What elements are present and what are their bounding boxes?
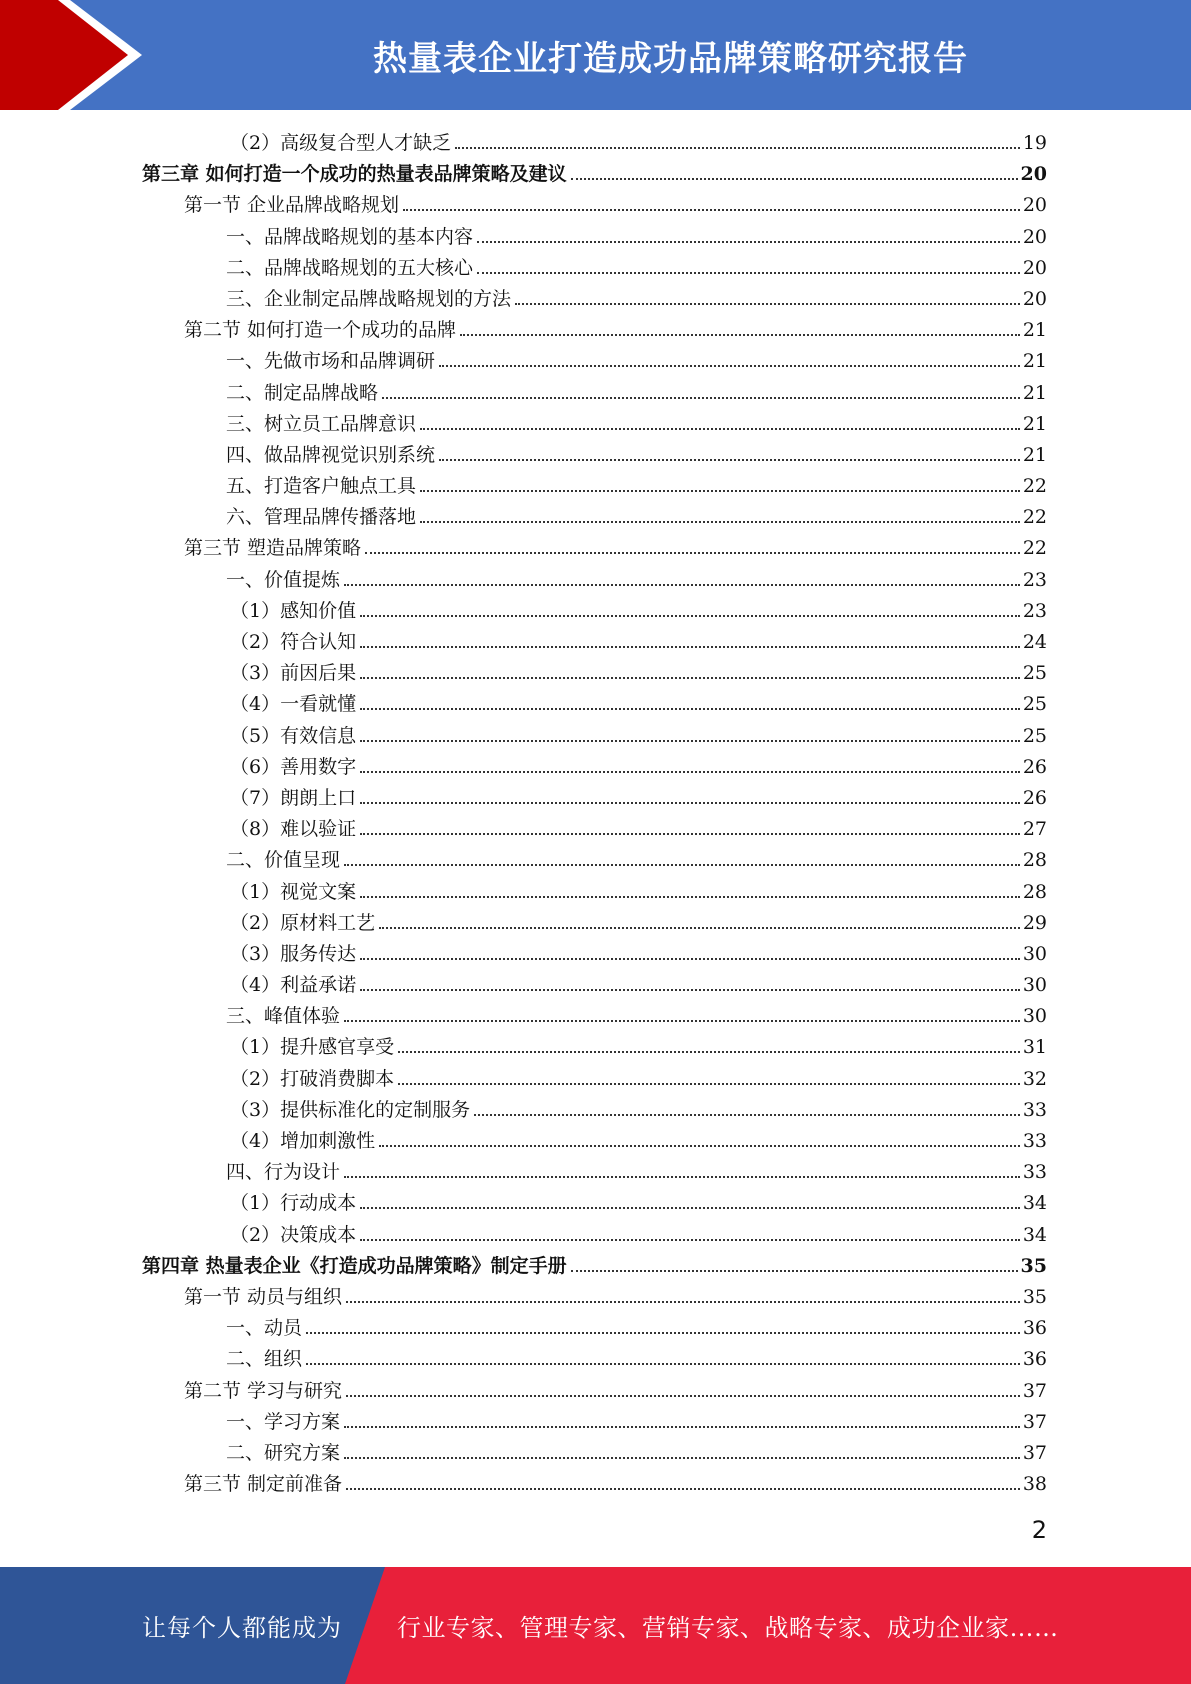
- toc-entry-page: 37: [1022, 1441, 1047, 1464]
- toc-entry[interactable]: [142, 1376, 1047, 1407]
- footer-slogan-left: 让每个人都能成为: [142, 1614, 342, 1642]
- toc-entry-page: 22: [1022, 537, 1047, 560]
- toc-entry-title: （2）决策成本: [230, 1223, 357, 1246]
- toc-entry-page: 28: [1022, 880, 1047, 903]
- toc-dot-leader: [360, 802, 1020, 804]
- toc-entry-page: 23: [1022, 599, 1047, 622]
- toc-entry-page: 34: [1022, 1223, 1047, 1246]
- toc-entry-title: 第一节 企业品牌战略规划: [184, 194, 400, 217]
- toc-dot-leader: [398, 1051, 1020, 1053]
- toc-dot-leader: [455, 147, 1020, 149]
- toc-entry-page: 27: [1022, 818, 1047, 841]
- toc-entry-title: （3）前因后果: [230, 662, 357, 685]
- toc-entry-page: 20: [1022, 287, 1047, 310]
- toc-entry-title: （2）原材料工艺: [230, 911, 376, 934]
- toc-dot-leader: [306, 1363, 1020, 1365]
- toc-entry-page: 25: [1022, 662, 1047, 685]
- toc-entry[interactable]: [142, 1095, 1047, 1126]
- toc-dot-leader: [360, 615, 1020, 617]
- toc-entry[interactable]: [142, 159, 1047, 190]
- toc-entry-title: 一、品牌战略规划的基本内容: [226, 225, 474, 248]
- toc-dot-leader: [360, 771, 1020, 773]
- toc-entry[interactable]: [142, 128, 1047, 159]
- toc-entry[interactable]: [142, 253, 1047, 284]
- toc-entry-title: 二、品牌战略规划的五大核心: [226, 256, 474, 279]
- toc-entry[interactable]: [142, 346, 1047, 377]
- document-title: 热量表企业打造成功品牌策略研究报告: [373, 38, 968, 79]
- toc-entry-page: 36: [1022, 1317, 1047, 1340]
- footer-slogan-right: 行业专家、管理专家、营销专家、战略专家、成功企业家……: [397, 1614, 1059, 1642]
- toc-dot-leader: [571, 1270, 1018, 1272]
- toc-dot-leader: [344, 1176, 1020, 1178]
- toc-entry-title: （1）行动成本: [230, 1192, 357, 1215]
- toc-entry[interactable]: [142, 596, 1047, 627]
- toc-entry-title: 一、先做市场和品牌调研: [226, 350, 436, 373]
- toc-entry-page: 22: [1022, 475, 1047, 498]
- toc-entry-page: 29: [1022, 911, 1047, 934]
- toc-entry[interactable]: [142, 721, 1047, 752]
- toc-entry-title: （4）增加刺激性: [230, 1130, 376, 1152]
- toc-entry-title: （1）感知价值: [230, 599, 357, 622]
- toc-entry-title: 第一节 动员与组织: [184, 1285, 343, 1308]
- toc-entry-title: （1）提升感官享受: [230, 1036, 395, 1059]
- toc-entry-title: 一、动员: [226, 1317, 303, 1340]
- toc-dot-leader: [398, 1083, 1020, 1085]
- footer-banner: [0, 1567, 1191, 1684]
- toc-entry[interactable]: [142, 814, 1047, 845]
- toc-dot-leader: [360, 708, 1020, 710]
- toc-entry[interactable]: [142, 1188, 1047, 1219]
- toc-entry-page: 21: [1022, 319, 1047, 342]
- toc-dot-leader: [420, 490, 1020, 492]
- toc-dot-leader: [360, 1239, 1020, 1241]
- toc-entry[interactable]: [142, 1001, 1047, 1032]
- toc-entry-title: （4）一看就懂: [230, 693, 357, 716]
- toc-dot-leader: [420, 428, 1020, 430]
- toc-entry-page: 38: [1022, 1473, 1047, 1496]
- toc-dot-leader: [346, 1488, 1020, 1490]
- toc-entry-page: 20: [1022, 225, 1047, 248]
- toc-entry-title: （7）朗朗上口: [230, 786, 357, 809]
- toc-dot-leader: [477, 241, 1020, 243]
- toc-entry-title: （3）提供标准化的定制服务: [230, 1098, 471, 1121]
- toc-entry-page: 20: [1022, 256, 1047, 279]
- toc-entry-page: 28: [1022, 849, 1047, 872]
- toc-entry[interactable]: [142, 378, 1047, 409]
- toc-entry-title: 三、企业制定品牌战略规划的方法: [226, 287, 512, 310]
- toc-entry-page: 36: [1022, 1348, 1047, 1371]
- toc-dot-leader: [379, 1145, 1020, 1147]
- toc-entry[interactable]: [142, 1407, 1047, 1438]
- toc-entry-title: 第三节 塑造品牌策略: [184, 537, 362, 560]
- toc-entry-page: 33: [1022, 1161, 1047, 1184]
- toc-entry[interactable]: [142, 1313, 1047, 1344]
- toc-entry[interactable]: [142, 1032, 1047, 1063]
- toc-entry-title: 四、行为设计: [226, 1161, 341, 1184]
- toc-dot-leader: [379, 927, 1020, 929]
- toc-entry-page: 23: [1022, 568, 1047, 591]
- toc-entry[interactable]: [142, 1344, 1047, 1375]
- toc-dot-leader: [360, 896, 1020, 898]
- toc-entry-title: （3）服务传达: [230, 942, 357, 965]
- toc-entry[interactable]: [142, 533, 1047, 564]
- toc-entry[interactable]: [142, 1064, 1047, 1095]
- toc-entry-title: 第四章 热量表企业《打造成功品牌策略》制定手册: [142, 1254, 567, 1277]
- toc-entry-page: 21: [1022, 412, 1047, 435]
- toc-entry[interactable]: [142, 222, 1047, 253]
- toc-entry[interactable]: [142, 658, 1047, 689]
- toc-entry[interactable]: [142, 284, 1047, 315]
- header-banner: [0, 0, 1191, 110]
- toc-entry-title: 第二节 如何打造一个成功的品牌: [184, 319, 457, 342]
- toc-entry-title: 二、价值呈现: [226, 849, 341, 872]
- toc-entry[interactable]: [142, 1251, 1047, 1282]
- toc-entry-page: 35: [1020, 1254, 1047, 1277]
- toc-entry[interactable]: [142, 627, 1047, 658]
- toc-entry[interactable]: [142, 565, 1047, 596]
- toc-entry-title: 第二节 学习与研究: [184, 1379, 343, 1402]
- toc-dot-leader: [360, 989, 1020, 991]
- toc-entry[interactable]: [142, 689, 1047, 720]
- toc-entry-title: 三、树立员工品牌意识: [226, 412, 417, 435]
- toc-entry[interactable]: [142, 502, 1047, 533]
- toc-entry-page: 22: [1022, 506, 1047, 529]
- toc-entry-title: 三、峰值体验: [226, 1005, 341, 1028]
- toc-entry-page: 25: [1022, 724, 1047, 747]
- toc-dot-leader: [439, 459, 1020, 461]
- toc-entry-page: 21: [1022, 350, 1047, 373]
- toc-dot-leader: [515, 303, 1020, 305]
- toc-entry-title: （2）打破消费脚本: [230, 1067, 395, 1090]
- toc-entry[interactable]: [142, 845, 1047, 876]
- toc-entry-page: 30: [1022, 1005, 1047, 1028]
- toc-entry-title: （2）高级复合型人才缺乏: [230, 132, 452, 154]
- toc-entry-title: 五、打造客户触点工具: [226, 475, 417, 498]
- toc-entry-title: 二、制定品牌战略: [226, 381, 379, 404]
- toc-dot-leader: [420, 521, 1020, 523]
- toc-dot-leader: [360, 833, 1020, 835]
- toc-dot-leader: [344, 864, 1020, 866]
- toc-entry-page: 21: [1022, 381, 1047, 404]
- toc-entry-title: （6）善用数字: [230, 755, 357, 778]
- toc-entry-title: 第三节 制定前准备: [184, 1473, 343, 1496]
- toc-dot-leader: [360, 1207, 1020, 1209]
- toc-dot-leader: [477, 272, 1020, 274]
- toc-dot-leader: [403, 209, 1020, 211]
- toc-dot-leader: [474, 1114, 1020, 1116]
- toc-dot-leader: [346, 1301, 1020, 1303]
- toc-entry-page: 35: [1022, 1285, 1047, 1308]
- toc-dot-leader: [306, 1332, 1020, 1334]
- toc-entry[interactable]: [142, 1282, 1047, 1313]
- toc-dot-leader: [360, 958, 1020, 960]
- toc-entry-title: （1）视觉文案: [230, 880, 357, 903]
- toc-dot-leader: [344, 584, 1020, 586]
- toc-entry-page: 30: [1022, 974, 1047, 997]
- toc-dot-leader: [344, 1020, 1020, 1022]
- toc-entry-page: 31: [1022, 1036, 1047, 1059]
- toc-entry[interactable]: [142, 1126, 1047, 1157]
- page-number: 2: [1031, 1516, 1047, 1544]
- toc-entry-page: 37: [1022, 1410, 1047, 1433]
- toc-entry-title: （5）有效信息: [230, 724, 357, 747]
- header-arrow-decoration: [0, 0, 160, 110]
- toc-entry-page: 25: [1022, 693, 1047, 716]
- toc-dot-leader: [360, 646, 1020, 648]
- toc-dot-leader: [439, 365, 1020, 367]
- toc-entry[interactable]: [142, 315, 1047, 346]
- toc-entry-title: 二、组织: [226, 1348, 303, 1371]
- toc-entry-page: 19: [1022, 132, 1047, 154]
- toc-entry[interactable]: [142, 440, 1047, 471]
- table-of-contents: [142, 128, 1047, 1500]
- toc-entry-title: 四、做品牌视觉识别系统: [226, 443, 436, 466]
- toc-entry[interactable]: [142, 970, 1047, 1001]
- toc-entry-title: （2）符合认知: [230, 631, 357, 653]
- toc-dot-leader: [360, 740, 1020, 742]
- toc-dot-leader: [344, 1457, 1020, 1459]
- toc-entry[interactable]: [142, 752, 1047, 783]
- toc-entry[interactable]: [142, 1220, 1047, 1251]
- toc-entry-title: （4）利益承诺: [230, 974, 357, 997]
- toc-entry-page: 33: [1022, 1098, 1047, 1121]
- toc-dot-leader: [344, 1426, 1020, 1428]
- toc-dot-leader: [460, 334, 1020, 336]
- toc-entry[interactable]: [142, 471, 1047, 502]
- toc-entry-title: 一、价值提炼: [226, 568, 341, 591]
- toc-dot-leader: [571, 178, 1018, 180]
- toc-entry-page: 20: [1022, 194, 1047, 217]
- toc-entry-title: （8）难以验证: [230, 818, 357, 841]
- toc-entry[interactable]: [142, 939, 1047, 970]
- toc-entry[interactable]: [142, 190, 1047, 221]
- toc-entry[interactable]: [142, 908, 1047, 939]
- toc-entry-title: 第三章 如何打造一个成功的热量表品牌策略及建议: [142, 163, 567, 186]
- toc-entry-page: 24: [1022, 631, 1047, 653]
- toc-entry-page: 26: [1022, 786, 1047, 809]
- toc-entry[interactable]: [142, 877, 1047, 908]
- toc-entry-page: 37: [1022, 1379, 1047, 1402]
- toc-entry[interactable]: [142, 783, 1047, 814]
- toc-entry-page: 26: [1022, 755, 1047, 778]
- toc-entry-title: 六、管理品牌传播落地: [226, 506, 417, 529]
- toc-dot-leader: [346, 1395, 1020, 1397]
- toc-entry-page: 32: [1022, 1067, 1047, 1090]
- toc-entry-page: 20: [1020, 163, 1047, 186]
- toc-entry-page: 33: [1022, 1130, 1047, 1152]
- toc-dot-leader: [382, 397, 1020, 399]
- toc-entry-page: 21: [1022, 443, 1047, 466]
- toc-entry[interactable]: [142, 1469, 1047, 1500]
- toc-entry-page: 34: [1022, 1192, 1047, 1215]
- toc-entry-title: 二、研究方案: [226, 1441, 341, 1464]
- toc-entry[interactable]: [142, 1438, 1047, 1469]
- toc-entry-title: 一、学习方案: [226, 1410, 341, 1433]
- toc-dot-leader: [360, 677, 1020, 679]
- toc-entry[interactable]: [142, 1157, 1047, 1188]
- toc-dot-leader: [365, 552, 1020, 554]
- toc-entry-page: 30: [1022, 942, 1047, 965]
- toc-entry[interactable]: [142, 409, 1047, 440]
